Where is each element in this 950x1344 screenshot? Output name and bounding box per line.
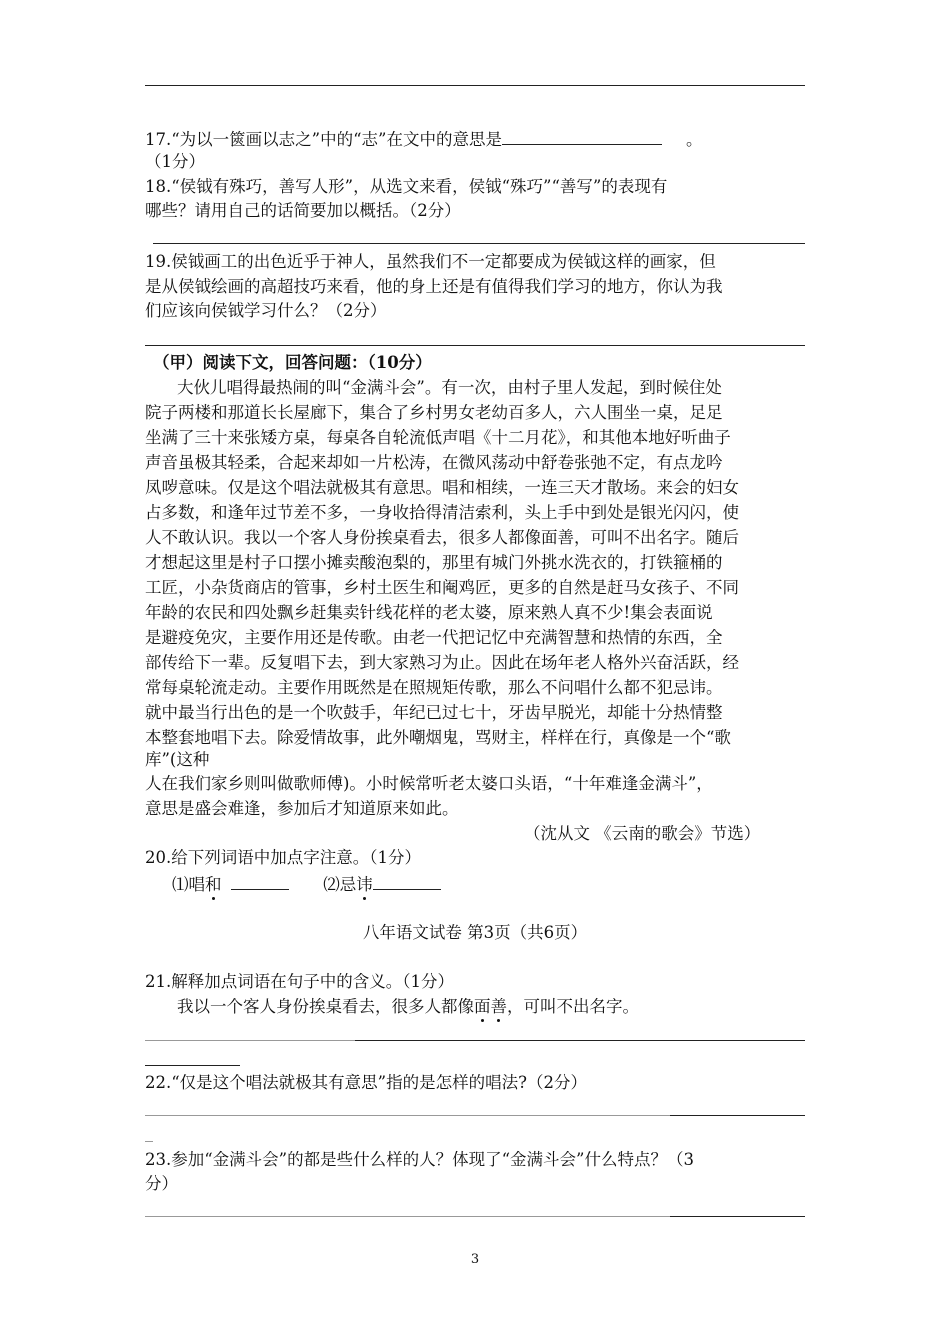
passage-line: 大伙儿唱得最热闹的叫“金满斗会”。有一次，由村子里人发起，到时候住处	[177, 378, 722, 397]
answer-line-21-b[interactable]	[355, 1040, 805, 1041]
answer-line-19[interactable]	[145, 345, 805, 346]
page-number: 3	[470, 1252, 480, 1267]
answer-blank-17[interactable]	[502, 126, 662, 145]
answer-line-21-c[interactable]	[145, 1065, 240, 1066]
item-2-number: ⑵	[323, 875, 340, 894]
question-23-line-1: 23.参加“金满斗会”的都是些什么样的人？体现了“金满斗会”什么特点？（3	[145, 1150, 694, 1169]
answer-line-23-a[interactable]	[145, 1216, 670, 1217]
question-19-line-3: 们应该向侯钺学习什么？（2分）	[145, 301, 387, 320]
passage-line: 意思是盛会难逢，参加后才知道原来如此。	[145, 799, 459, 818]
top-rule	[145, 85, 805, 86]
passage-line: 本整套地唱下去。除爱情故事，此外嘲烟鬼，骂财主，样样在行，真像是一个“歌	[145, 728, 731, 747]
passage-line: 坐满了三十来张矮方桌，每桌各自轮流低声唱《十二月花》，和其他本地好听曲子	[145, 428, 731, 447]
question-20: 20.给下列词语中加点字注意。（1分）	[145, 848, 421, 867]
passage-line: 声音虽极其轻柔，合起来却如一片松涛，在微风荡动中舒卷张弛不定，有点龙吟	[145, 453, 723, 472]
passage-line: 占多数，和逢年过节差不多，一身收拾得清洁索利，头上手中到处是银光闪闪，使	[145, 503, 739, 522]
passage-line: 库”(这种	[145, 750, 210, 769]
question-20-items	[172, 871, 441, 897]
passage-line: 年龄的农民和四处飘乡赶集卖针线花样的老太婆，原来熟人真不少!集会表面说	[145, 603, 713, 622]
passage-source: （沈从文 《云南的歌会》节选）	[524, 824, 761, 843]
answer-line-23-b[interactable]	[670, 1216, 805, 1217]
question-22: 22.“仅是这个唱法就极其有意思”指的是怎样的唱法?（2分）	[145, 1073, 587, 1092]
question-18-line-1: 18.“侯钺有殊巧，善写人形”，从选文来看，侯钺“殊巧”“善写”的表现有	[145, 177, 668, 196]
passage-line: 院子两楼和那道长长屋廊下，集合了乡村男女老幼百多人，六人围坐一桌，足足	[145, 403, 723, 422]
answer-line-21-a[interactable]	[145, 1040, 355, 1041]
item-2-dotted-char: 讳	[356, 875, 373, 894]
sentence-prefix: 我以一个客人身份挨桌看去，很多人都像	[177, 997, 474, 1016]
question-19-line-2: 是从侯钺绘画的高超技巧来看，他的身上还是有值得我们学习的地方，你认为我	[145, 277, 723, 296]
dotted-char-1: 面	[474, 997, 491, 1016]
question-21-sentence	[177, 995, 639, 1019]
passage-line: 常每桌轮流走动。主要作用既然是在照规矩传歌，那么不问唱什么都不犯忌讳。	[145, 678, 723, 697]
passage-line: 人不敢认识。我以一个客人身份挨桌看去，很多人都像面善，可叫不出名字。随后	[145, 528, 739, 547]
question-17-points: （1分）	[145, 152, 205, 171]
question-17-tail: 。	[685, 130, 703, 149]
passage-line: 才想起这里是村子口摆小摊卖酸泡梨的，那里有城门外挑水洗衣的，打铁箍桶的	[145, 553, 723, 572]
answer-blank-20-1[interactable]	[231, 871, 289, 890]
question-18-line-2: 哪些？请用自己的话简要加以概括。（2分）	[145, 201, 461, 220]
dotted-char-2: 善	[490, 997, 507, 1016]
item-1-word: 唱	[188, 875, 205, 894]
page-footer-label: 八年语文试卷 第3页（共6页）	[362, 923, 588, 942]
question-17	[145, 126, 702, 152]
passage-line: 部传给下一辈。反复唱下去，到大家熟习为止。因此在场年老人格外兴奋活跃，经	[145, 653, 739, 672]
passage-line: 凤哕意味。仅是这个唱法就极其有意思。唱和相续，一连三天才散场。来会的妇女	[145, 478, 739, 497]
passage-line: 工匠，小杂货商店的管事，乡村土医生和阉鸡匠，更多的自然是赶马女孩子、不同	[145, 578, 739, 597]
question-21: 21.解释加点词语在句子中的含义。（1分）	[145, 972, 454, 991]
item-1-number: ⑴	[172, 875, 189, 894]
passage-line: 是避疫免灾，主要作用还是传歌。由老一代把记忆中充满智慧和热情的东西，全	[145, 628, 723, 647]
answer-line-22-c[interactable]	[145, 1141, 153, 1142]
sentence-suffix: ，可叫不出名字。	[507, 997, 639, 1016]
section-heading: （甲）阅读下文，回答问题：（10分）	[153, 353, 432, 372]
answer-line-18[interactable]	[153, 243, 805, 244]
question-23-line-2: 分）	[145, 1174, 178, 1193]
item-1-dotted-char: 和	[205, 875, 222, 894]
question-17-text: 17.“为以一篋画以志之”中的“志”在文中的意思是	[145, 130, 502, 149]
item-2-word: 忌	[339, 875, 357, 894]
answer-blank-20-2[interactable]	[373, 871, 441, 890]
question-19-line-1: 19.侯钺画工的出色近乎于神人，虽然我们不一定都要成为侯钺这样的画家，但	[145, 252, 716, 271]
answer-line-22-b[interactable]	[670, 1115, 805, 1116]
answer-line-22-a[interactable]	[145, 1115, 670, 1116]
passage-line: 就中最当行出色的是一个吹鼓手，年纪已过七十，牙齿早脱光，却能十分热情整	[145, 703, 723, 722]
passage-line: 人在我们家乡则叫做歌师傅)。小时候常听老太婆口头语，“十年难逢金满斗”，	[145, 774, 713, 793]
